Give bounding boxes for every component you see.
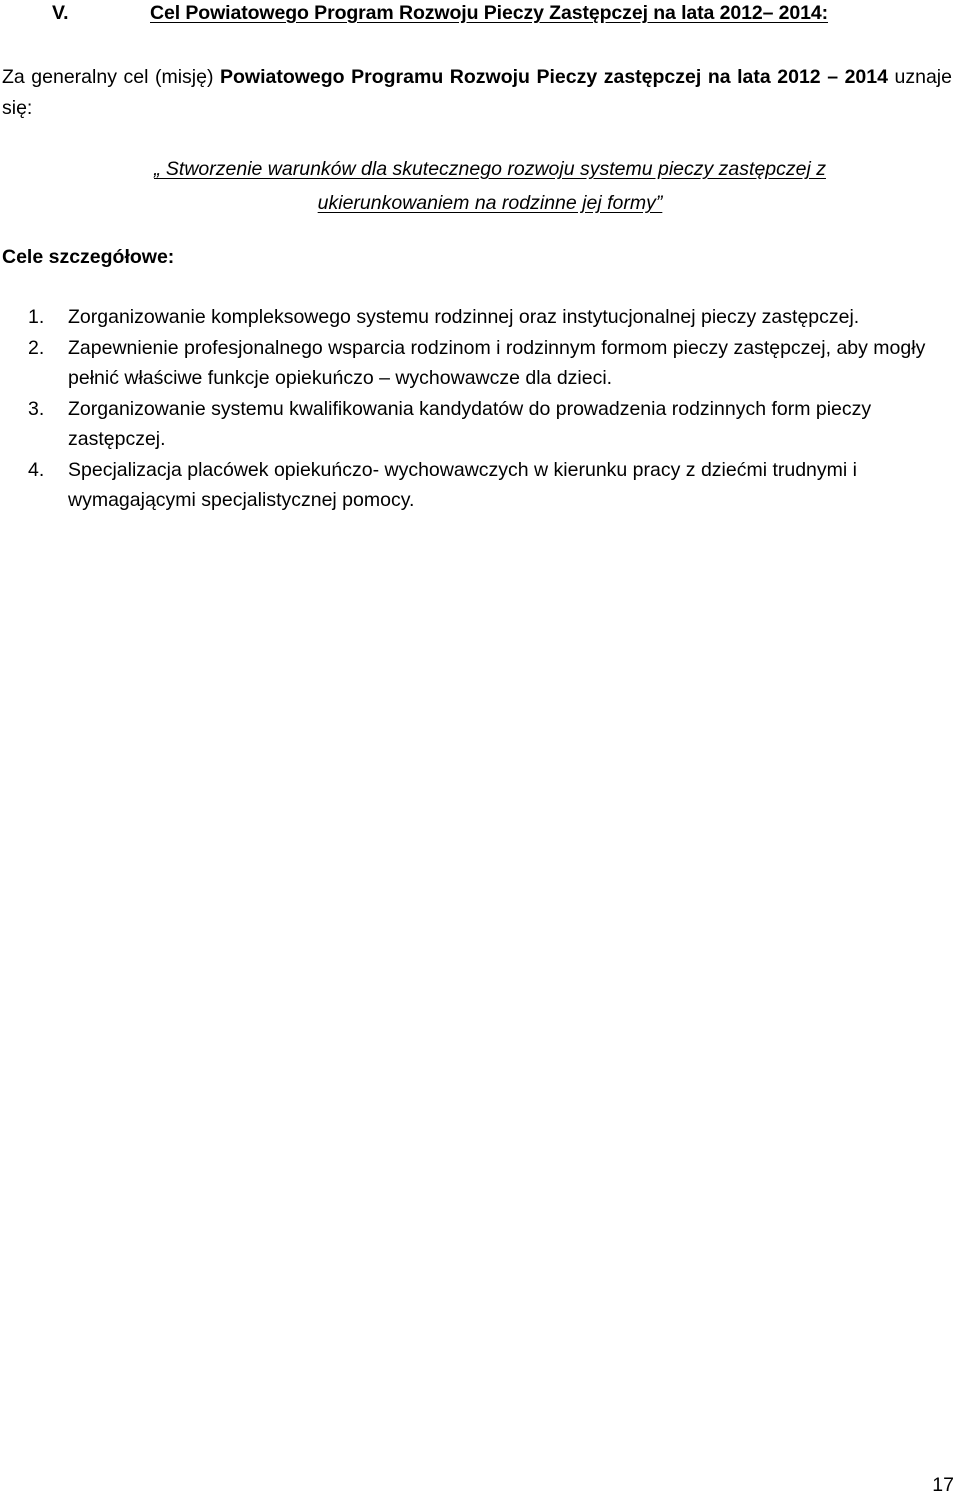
- section-heading: [52, 2, 828, 25]
- goal-number: 3.: [28, 397, 45, 420]
- mission-statement: „ Stworzenie warunków dla skutecznego rozwoju systemu pieczy zastępczej z ukierunkowaniem na rodzinne jej formy”: [154, 158, 826, 214]
- goal-number: 4.: [28, 458, 45, 481]
- goal-text: Zapewnienie profesjonalnego wsparcia rodzinom i rodzinnym formom pieczy zastępczej, aby mogły pełnić właściwe funkcje opiekuńczo – wychowawcze dla dzieci.: [68, 336, 926, 389]
- goal-item: [28, 333, 948, 394]
- goals-label: Cele szczegółowe:: [2, 246, 175, 268]
- goal-text: Zorganizowanie kompleksowego systemu rodzinnej oraz instytucjonalnej pieczy zastępczej.: [68, 306, 860, 328]
- page-number: 17: [932, 1474, 954, 1496]
- intro-program-name: Powiatowego Programu Rozwoju Pieczy zastępczej na lata 2012 – 2014: [220, 66, 888, 88]
- goal-item: [28, 302, 948, 333]
- intro-paragraph: [2, 62, 952, 124]
- intro-suffix: uznaje się:: [2, 66, 952, 119]
- goal-item: [28, 455, 948, 516]
- section-number: V.: [52, 2, 69, 24]
- goal-number: 1.: [28, 306, 45, 328]
- section-title: Cel Powiatowego Program Rozwoju Pieczy Zastępczej na lata 2012– 2014:: [150, 2, 829, 24]
- intro-prefix: Za generalny cel (misję): [2, 66, 220, 88]
- goal-text: Zorganizowanie systemu kwalifikowania kandydatów do prowadzenia rodzinnych form pieczy zastępczej.: [68, 397, 872, 450]
- goal-item: [28, 394, 948, 455]
- goal-number: 2.: [28, 336, 45, 359]
- goals-list: [28, 302, 948, 516]
- goal-text: Specjalizacja placówek opiekuńczo- wychowawczych w kierunku pracy z dziećmi trudnymi i wymagającymi specjalistycznej pomocy.: [68, 458, 857, 511]
